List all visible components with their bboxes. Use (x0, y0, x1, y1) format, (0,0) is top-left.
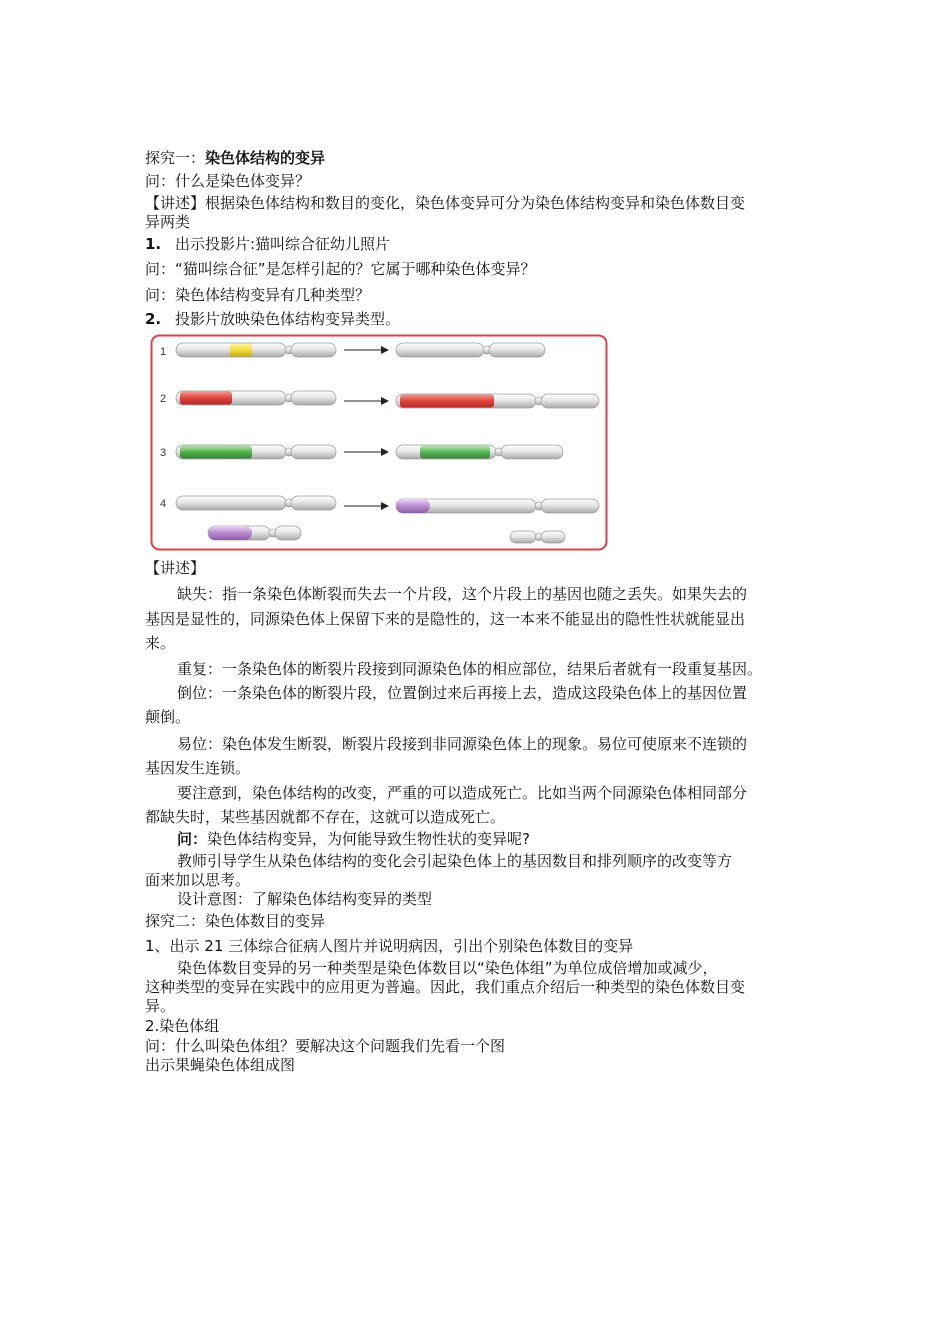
section2-item-1: 1、出示 21 三体综合征病人图片并说明病因，引出个别染色体数目的变异 (145, 937, 634, 955)
list-item-2-text: 投影片放映染色体结构变异类型。 (175, 310, 401, 328)
list-item-1-number: 1. (145, 235, 162, 253)
section2-item-2: 2.染色体组 (145, 1017, 220, 1035)
translocation-line-a: 易位：染色体发生断裂，断裂片段接到非同源染色体上的现象。易位可使原来不连锁的 (177, 735, 748, 753)
design-intent: 设计意图：了解染色体结构变异的类型 (177, 890, 433, 908)
duplication-line: 重复：一条染色体的断裂片段接到同源染色体的相应部位，结果后者就有一段重复基因。 (177, 660, 763, 678)
list-item-2-number: 2. (145, 310, 162, 328)
note-line-a: 要注意到，染色体结构的改变，严重的可以造成死亡。比如当两个同源染色体相同部分 (177, 784, 748, 802)
row-label-3: 3 (160, 447, 167, 459)
question-4-prefix: 问： (177, 830, 208, 848)
question-4-text: 染色体结构变异，为何能导致生物性状的变异呢? (207, 830, 530, 848)
number-variation-line-a: 染色体数目变异的另一种类型是染色体数目以“染色体组”为单位成倍增加或减少， (177, 959, 718, 977)
number-variation-line-b: 这种类型的变异在实践中的应用更为普遍。因此，我们重点介绍后一种类型的染色体数目变 (145, 978, 746, 996)
question-3: 问：染色体结构变异有几种类型？ (145, 286, 371, 304)
translocation-line-b: 基因发生连锁。 (145, 759, 251, 777)
chromosome-structure-variation-figure (150, 334, 608, 551)
chromosome-2-result (396, 394, 599, 408)
question-5: 问：什么叫染色体组？要解决这个问题我们先看一个图 (145, 1037, 506, 1055)
row-label-1: 1 (160, 346, 167, 358)
inversion-line-a: 倒位：一条染色体的断裂片段，位置倒过来后再接上去，造成这段染色体上的基因位置 (177, 684, 748, 702)
chromosome-1-result (396, 343, 545, 357)
deletion-line-a: 缺失：指一条染色体断裂而失去一个片段，这个片段上的基因也随之丢失。如果失去的 (177, 585, 748, 603)
section1-heading (145, 148, 325, 168)
deletion-line-b: 基因是显性的，同源染色体上保留下来的是隐性的，这一本来不能显出的隐性性状就能显出 (145, 610, 746, 628)
chromosome-2-original (176, 391, 336, 405)
deletion-line-c: 来。 (145, 634, 176, 652)
section1-heading-title: 染色体结构的变异 (205, 149, 326, 167)
row-label-2: 2 (160, 393, 167, 405)
row-label-4: 4 (160, 498, 167, 510)
chromosome-3-original (176, 445, 336, 459)
question-4 (177, 829, 530, 849)
figure-border (152, 336, 607, 550)
list-item-2 (145, 309, 400, 329)
inversion-line-b: 颠倒。 (145, 708, 191, 726)
explain-2-label: 【讲述】 (145, 559, 206, 577)
number-variation-line-c: 异。 (145, 997, 176, 1015)
explain-1-line-b: 异两类 (145, 213, 191, 231)
list-item-1 (145, 234, 390, 254)
section2-heading: 探究二：染色体数目的变异 (145, 912, 326, 930)
note-line-b: 都缺失时，某些基因就都不存在，这就可以造成死亡。 (145, 808, 506, 826)
fruit-fly-figure-caption: 出示果蝇染色体组成图 (145, 1056, 296, 1074)
teacher-guide-line-b: 面来加以思考。 (145, 871, 251, 889)
question-1: 问：什么是染色体变异？ (145, 172, 311, 190)
chromosome-1-original (176, 343, 336, 357)
teacher-guide-line-a: 教师引导学生从染色体结构的变化会引起染色体上的基因数目和排列顺序的改变等方 (177, 852, 733, 870)
chromosome-4a-result (396, 499, 599, 513)
explain-1-line-a: 【讲述】根据染色体结构和数目的变化，染色体变异可分为染色体结构变异和染色体数目变 (145, 194, 746, 212)
chromosome-4b-original (208, 526, 301, 540)
chromosome-3-result (396, 445, 563, 459)
section1-heading-prefix: 探究一： (145, 149, 206, 167)
list-item-1-text: 出示投影片:猫叫综合征幼儿照片 (175, 235, 391, 253)
question-2: 问：“猫叫综合征”是怎样引起的？它属于哪种染色体变异？ (145, 260, 536, 278)
chromosome-4a-original (176, 496, 336, 510)
